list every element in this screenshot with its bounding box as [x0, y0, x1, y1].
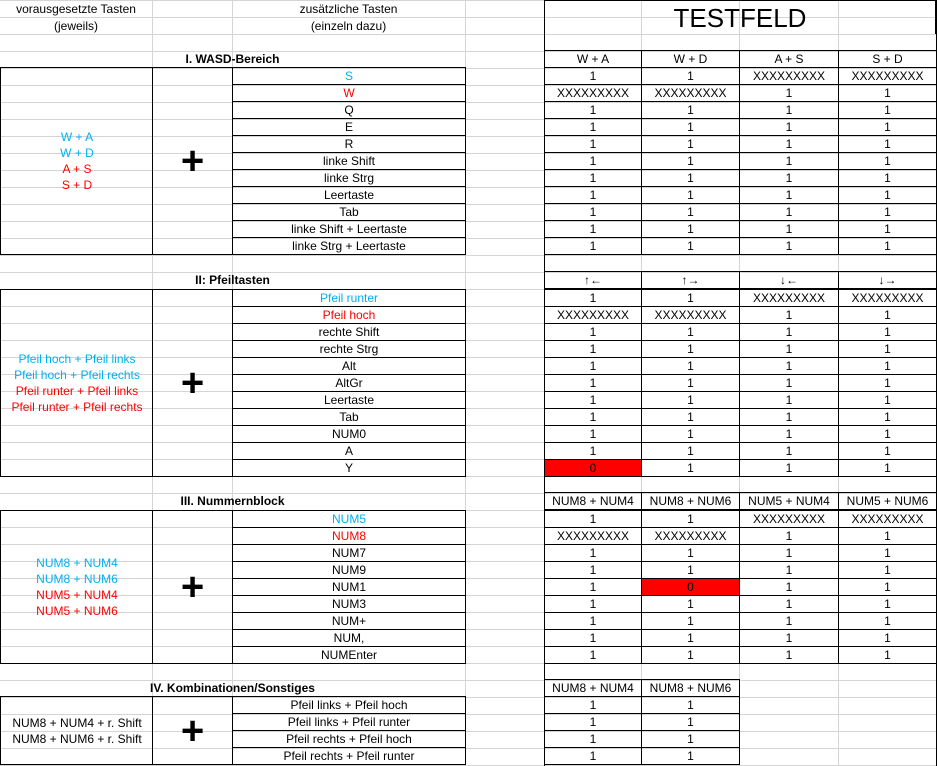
test-result-cell[interactable]: 1 [739, 391, 839, 409]
test-result-cell[interactable]: 1 [544, 186, 642, 204]
test-result-cell[interactable]: 1 [838, 442, 937, 460]
additional-key-cell[interactable]: Pfeil runter [232, 289, 466, 307]
testfeld-column-header[interactable]: NUM8 + NUM4 [544, 679, 642, 697]
prereq-key-combo: NUM8 + NUM4 + r. Shift [12, 715, 142, 730]
test-result-cell[interactable]: 1 [838, 459, 937, 477]
test-result-cell[interactable]: 1 [739, 169, 839, 187]
test-result-cell[interactable]: 1 [739, 203, 839, 221]
test-result-cell[interactable]: 1 [641, 118, 740, 136]
test-result-cell[interactable]: 1 [544, 595, 642, 613]
test-result-cell[interactable]: 1 [544, 357, 642, 375]
prereq-keys-cell[interactable] [0, 67, 153, 255]
test-result-cell[interactable]: 1 [641, 203, 740, 221]
test-result-cell[interactable]: 1 [641, 289, 740, 307]
prereq-key-combo: Pfeil runter + Pfeil links [15, 384, 139, 398]
test-result-cell[interactable]: 1 [641, 169, 740, 187]
test-result-cell[interactable]: 1 [739, 118, 839, 136]
test-result-cell[interactable]: 1 [739, 323, 839, 341]
additional-key-cell[interactable]: Pfeil links + Pfeil runter [232, 713, 466, 731]
test-result-cell[interactable]: 1 [544, 169, 642, 187]
test-result-cell[interactable]: 1 [544, 101, 642, 119]
additional-key-cell[interactable]: linke Strg [232, 169, 466, 187]
test-result-cell[interactable]: 1 [544, 408, 642, 426]
test-result-cell[interactable]: 1 [544, 340, 642, 358]
test-result-cell[interactable]: 1 [739, 561, 839, 579]
testfeld-column-header[interactable]: NUM5 + NUM4 [739, 492, 839, 510]
test-result-cell[interactable]: 1 [544, 237, 642, 255]
test-result-cell[interactable]: 1 [641, 152, 740, 170]
additional-key-cell[interactable]: Q [232, 101, 466, 119]
test-result-cell[interactable]: 1 [838, 186, 937, 204]
test-result-cell[interactable]: 1 [838, 84, 937, 102]
test-result-cell[interactable]: 1 [544, 646, 642, 664]
test-result-cell[interactable]: 1 [838, 323, 937, 341]
prereq-key-combo: Pfeil runter + Pfeil rechts [11, 400, 143, 414]
additional-key-cell[interactable]: NUMEnter [232, 646, 466, 664]
plus-sign[interactable]: + [152, 289, 233, 477]
test-result-cell[interactable]: XXXXXXXXX [838, 67, 937, 85]
additional-key-cell[interactable]: Alt [232, 357, 466, 375]
test-result-cell[interactable]: XXXXXXXXX [544, 527, 642, 545]
test-result-cell[interactable]: 1 [739, 220, 839, 238]
additional-key-cell[interactable]: rechte Shift [232, 323, 466, 341]
test-result-cell[interactable]: 1 [641, 442, 740, 460]
testfeld-title[interactable]: TESTFELD [544, 0, 936, 34]
test-result-cell[interactable]: 1 [838, 135, 937, 153]
test-result-cell[interactable]: 1 [838, 152, 937, 170]
test-result-cell[interactable]: XXXXXXXXX [838, 289, 937, 307]
test-result-cell[interactable]: 1 [838, 169, 937, 187]
header-additional-line1[interactable]: zusätzliche Tasten [299, 1, 398, 16]
prereq-key-combo: Pfeil hoch + Pfeil links [18, 352, 136, 366]
test-result-cell[interactable]: 1 [544, 730, 642, 748]
test-result-cell[interactable]: 1 [739, 186, 839, 204]
test-result-cell[interactable]: 1 [641, 101, 740, 119]
test-result-cell[interactable]: 1 [838, 612, 937, 630]
test-result-cell[interactable]: 1 [838, 220, 937, 238]
test-result-cell[interactable]: 1 [641, 391, 740, 409]
test-result-cell[interactable]: 1 [544, 442, 642, 460]
test-result-cell[interactable]: 1 [739, 357, 839, 375]
additional-key-cell[interactable]: NUM3 [232, 595, 466, 613]
test-result-cell[interactable]: 1 [838, 408, 937, 426]
additional-key-cell[interactable]: Pfeil rechts + Pfeil runter [232, 747, 466, 765]
prereq-key-combo: NUM5 + NUM6 [36, 604, 118, 618]
test-result-cell[interactable]: 1 [641, 135, 740, 153]
test-result-cell[interactable]: XXXXXXXXX [544, 84, 642, 102]
additional-key-cell[interactable]: AltGr [232, 374, 466, 392]
section-title[interactable]: IV. Kombinationen/Sonstiges [150, 680, 315, 695]
test-result-cell[interactable]: 1 [838, 374, 937, 392]
test-result-cell[interactable]: 1 [838, 595, 937, 613]
testfeld-column-header[interactable]: ↓→ [838, 271, 937, 289]
test-result-cell[interactable]: 1 [641, 544, 740, 562]
prereq-keys-cell[interactable] [0, 696, 153, 765]
additional-key-cell[interactable]: W [232, 84, 466, 102]
test-result-cell[interactable]: 1 [838, 118, 937, 136]
test-result-cell[interactable]: 1 [838, 357, 937, 375]
test-result-cell[interactable]: 1 [739, 629, 839, 647]
test-result-cell[interactable]: 1 [544, 612, 642, 630]
additional-key-cell[interactable]: R [232, 135, 466, 153]
test-result-cell[interactable]: 1 [641, 713, 740, 731]
additional-key-cell[interactable]: Leertaste [232, 186, 466, 204]
test-result-cell[interactable]: 1 [739, 84, 839, 102]
test-result-cell[interactable]: 1 [544, 220, 642, 238]
additional-key-cell[interactable]: S [232, 67, 466, 85]
test-result-cell[interactable]: 1 [544, 67, 642, 85]
additional-key-cell[interactable]: NUM+ [232, 612, 466, 630]
additional-key-cell[interactable]: E [232, 118, 466, 136]
additional-key-cell[interactable]: NUM, [232, 629, 466, 647]
test-result-cell[interactable]: 1 [544, 289, 642, 307]
test-result-cell[interactable]: 1 [838, 340, 937, 358]
test-result-cell[interactable]: 1 [641, 730, 740, 748]
test-result-cell[interactable]: 1 [838, 544, 937, 562]
test-result-cell[interactable]: 1 [739, 527, 839, 545]
additional-key-cell[interactable]: A [232, 442, 466, 460]
prereq-key-combo: W + A [60, 130, 94, 144]
test-result-cell[interactable]: 1 [739, 237, 839, 255]
test-result-cell[interactable]: XXXXXXXXX [739, 67, 839, 85]
test-result-cell[interactable]: 1 [739, 306, 839, 324]
test-result-cell[interactable]: 1 [544, 323, 642, 341]
prereq-key-combo: NUM8 + NUM4 [36, 556, 118, 570]
test-result-cell[interactable]: 1 [641, 340, 740, 358]
test-result-cell[interactable]: 1 [838, 646, 937, 664]
test-result-cell[interactable]: 1 [838, 306, 937, 324]
prereq-keys-cell[interactable] [0, 289, 153, 477]
test-result-cell[interactable]: 1 [641, 612, 740, 630]
test-result-cell[interactable]: 1 [641, 629, 740, 647]
prereq-keys-cell[interactable] [0, 510, 153, 664]
test-result-cell[interactable]: 1 [739, 595, 839, 613]
test-result-cell[interactable]: 1 [641, 374, 740, 392]
additional-key-cell[interactable]: Tab [232, 203, 466, 221]
plus-sign[interactable]: + [152, 510, 233, 664]
header-prereq-line2[interactable]: (jeweils) [53, 18, 98, 33]
header-prereq-line1[interactable]: vorausgesetzte Tasten [16, 1, 136, 16]
test-result-cell[interactable]: 1 [641, 459, 740, 477]
test-result-cell[interactable]: 1 [641, 323, 740, 341]
test-result-cell[interactable]: 1 [739, 374, 839, 392]
test-result-cell[interactable]: 1 [838, 391, 937, 409]
test-result-cell[interactable]: 1 [739, 408, 839, 426]
test-result-cell[interactable]: 1 [641, 425, 740, 443]
prereq-key-combo: W + D [60, 146, 94, 160]
test-result-cell[interactable]: 1 [739, 340, 839, 358]
additional-key-cell[interactable]: linke Shift + Leertaste [232, 220, 466, 238]
test-result-cell[interactable]: 1 [544, 152, 642, 170]
test-result-cell[interactable]: 1 [641, 561, 740, 579]
test-result-cell[interactable]: 1 [838, 578, 937, 596]
test-result-cell[interactable]: 1 [739, 578, 839, 596]
test-result-cell[interactable]: 1 [641, 408, 740, 426]
additional-key-cell[interactable]: NUM5 [232, 510, 466, 528]
test-result-cell[interactable]: XXXXXXXXX [739, 289, 839, 307]
testfeld-column-header[interactable]: ↑← [544, 271, 642, 289]
test-result-cell[interactable]: 1 [838, 237, 937, 255]
test-result-cell[interactable]: 1 [838, 629, 937, 647]
additional-key-cell[interactable]: rechte Strg [232, 340, 466, 358]
prereq-key-combo: NUM8 + NUM6 [36, 572, 118, 586]
test-result-cell[interactable]: 1 [544, 629, 642, 647]
test-result-cell[interactable]: 1 [739, 646, 839, 664]
test-result-cell[interactable]: 1 [641, 220, 740, 238]
test-result-cell[interactable]: 1 [544, 747, 642, 765]
test-result-cell[interactable]: 1 [838, 561, 937, 579]
additional-key-cell[interactable]: NUM0 [232, 425, 466, 443]
test-result-cell[interactable]: 1 [739, 442, 839, 460]
testfeld-column-header[interactable]: A + S [739, 50, 839, 68]
additional-key-cell[interactable]: linke Strg + Leertaste [232, 237, 466, 255]
test-result-cell[interactable]: 1 [838, 425, 937, 443]
testfeld-column-header[interactable]: NUM8 + NUM6 [641, 492, 740, 510]
prereq-key-combo: NUM5 + NUM4 [36, 588, 118, 602]
test-result-cell[interactable]: 1 [544, 561, 642, 579]
section-title[interactable]: II: Pfeiltasten [195, 272, 270, 287]
test-result-cell[interactable]: 1 [544, 425, 642, 443]
testfeld-column-header[interactable]: W + D [641, 50, 740, 68]
test-result-cell[interactable]: 1 [544, 713, 642, 731]
test-result-cell[interactable]: 1 [838, 527, 937, 545]
test-result-cell[interactable]: 1 [838, 203, 937, 221]
additional-key-cell[interactable]: NUM1 [232, 578, 466, 596]
prereq-key-combo: S + D [61, 178, 93, 192]
test-result-cell[interactable]: 1 [544, 510, 642, 528]
test-result-cell[interactable]: 1 [641, 696, 740, 714]
section-title[interactable]: III. Nummernblock [180, 493, 285, 508]
additional-key-cell[interactable]: Pfeil links + Pfeil hoch [232, 696, 466, 714]
test-result-cell[interactable]: 1 [544, 544, 642, 562]
test-result-fail-cell[interactable]: 0 [641, 578, 740, 596]
test-result-cell[interactable]: 1 [544, 135, 642, 153]
test-result-cell[interactable]: 1 [641, 67, 740, 85]
test-result-cell[interactable]: 1 [544, 391, 642, 409]
testfeld-column-header[interactable]: NUM8 + NUM6 [641, 679, 740, 697]
test-result-cell[interactable]: 1 [544, 578, 642, 596]
additional-key-cell[interactable]: NUM9 [232, 561, 466, 579]
additional-key-cell[interactable]: linke Shift [232, 152, 466, 170]
test-result-cell[interactable]: XXXXXXXXX [641, 84, 740, 102]
additional-key-cell[interactable]: Leertaste [232, 391, 466, 409]
test-result-cell[interactable]: 1 [641, 357, 740, 375]
additional-key-cell[interactable]: Tab [232, 408, 466, 426]
test-result-cell[interactable]: 1 [544, 118, 642, 136]
additional-key-cell[interactable]: Y [232, 459, 466, 477]
test-result-cell[interactable]: 1 [641, 747, 740, 765]
prereq-key-combo: Pfeil hoch + Pfeil rechts [14, 368, 140, 382]
additional-key-cell[interactable]: NUM7 [232, 544, 466, 562]
test-result-cell[interactable]: 1 [544, 203, 642, 221]
test-result-cell[interactable]: 1 [641, 237, 740, 255]
test-result-cell[interactable]: 1 [544, 696, 642, 714]
testfeld-column-header[interactable]: NUM8 + NUM4 [544, 492, 642, 510]
test-result-cell[interactable]: 1 [739, 425, 839, 443]
prereq-key-combo: NUM8 + NUM6 + r. Shift [12, 731, 142, 746]
test-result-cell[interactable]: 1 [739, 101, 839, 119]
test-result-cell[interactable]: 1 [641, 186, 740, 204]
testfeld-column-header[interactable]: S + D [838, 50, 937, 68]
additional-key-cell[interactable]: Pfeil hoch [232, 306, 466, 324]
test-result-cell[interactable]: 1 [641, 646, 740, 664]
test-result-cell[interactable]: XXXXXXXXX [641, 306, 740, 324]
testfeld-column-header[interactable]: W + A [544, 50, 642, 68]
test-result-cell[interactable]: 1 [739, 135, 839, 153]
prereq-key-combo: A + S [62, 162, 92, 176]
testfeld-column-header[interactable]: NUM5 + NUM6 [838, 492, 937, 510]
test-result-cell[interactable]: 1 [739, 459, 839, 477]
test-result-cell[interactable]: 1 [739, 544, 839, 562]
test-result-cell[interactable]: 1 [739, 612, 839, 630]
test-result-cell[interactable]: XXXXXXXXX [739, 510, 839, 528]
section-title[interactable]: I. WASD-Bereich [185, 51, 280, 66]
header-additional-line2[interactable]: (einzeln dazu) [310, 18, 387, 33]
test-result-cell[interactable]: 1 [641, 510, 740, 528]
test-result-cell[interactable]: XXXXXXXXX [838, 510, 937, 528]
additional-key-cell[interactable]: Pfeil rechts + Pfeil hoch [232, 730, 466, 748]
plus-sign[interactable]: + [152, 696, 233, 765]
test-result-cell[interactable]: 1 [739, 152, 839, 170]
test-result-cell[interactable]: XXXXXXXXX [641, 527, 740, 545]
plus-sign[interactable]: + [152, 67, 233, 255]
test-result-cell[interactable]: 1 [641, 595, 740, 613]
testfeld-column-header[interactable]: ↓← [739, 271, 839, 289]
test-result-cell[interactable]: 1 [838, 101, 937, 119]
test-result-fail-cell[interactable]: 0 [544, 459, 642, 477]
additional-key-cell[interactable]: NUM8 [232, 527, 466, 545]
testfeld-column-header[interactable]: ↑→ [641, 271, 740, 289]
test-result-cell[interactable]: XXXXXXXXX [544, 306, 642, 324]
test-result-cell[interactable]: 1 [544, 374, 642, 392]
